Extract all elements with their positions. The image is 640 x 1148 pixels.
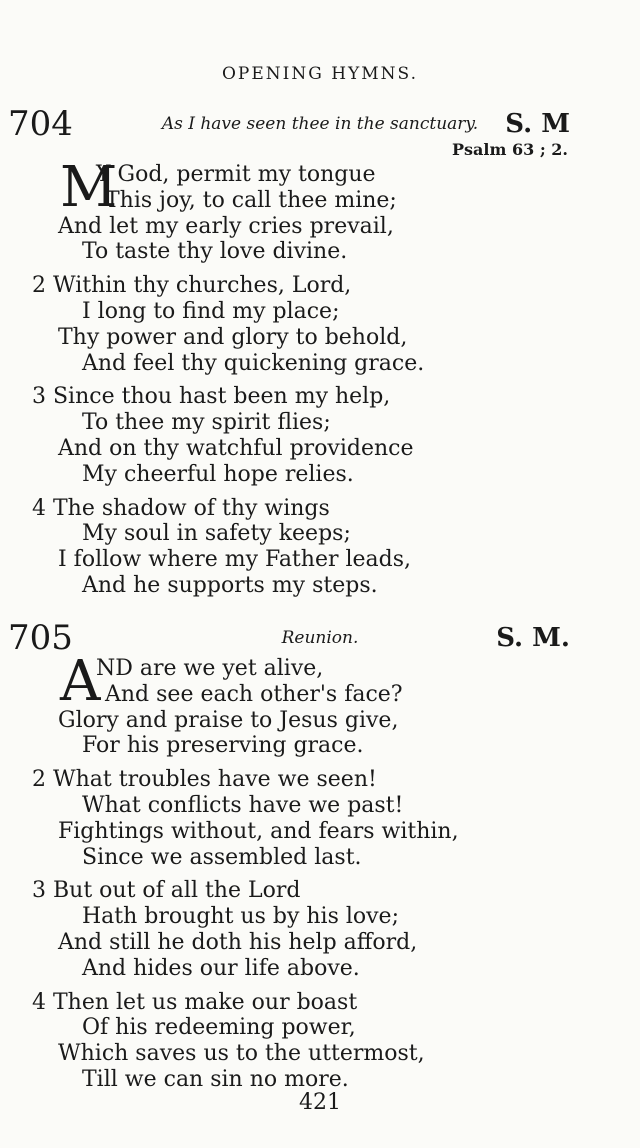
stanza [0,649,640,759]
verse-line: Which saves us to the uttermost, [58,1041,425,1067]
page-number: 421 [299,1090,341,1115]
verse-line: My soul in safety keeps; [82,521,351,547]
verse-line: What conflicts have we past! [82,792,404,818]
hymn-number: 705 [8,618,73,658]
hymn-title: As I have seen thee in the sanctuary. [161,114,479,134]
hymn-meter: S. M. [496,623,570,653]
hymn-header-704 [0,104,640,159]
verse-line: 4 Then let us make our boast [32,989,358,1015]
verse-line: And on thy watchful providence [58,435,414,461]
verse-line: 3 But out of all the Lord [32,878,301,904]
verse-line: Fightings without, and fears within, [58,818,459,844]
verse-line: Till we can sin no more. [82,1066,349,1092]
stanza [0,273,640,376]
verse-line: This joy, to call thee mine; [105,187,397,213]
stanza [0,155,640,265]
stanza [0,496,640,599]
verse-line: 2 Within thy churches, Lord, [32,273,352,299]
verse-line: Of his redeeming power, [82,1015,356,1041]
verse-line: And feel thy quickening grace. [82,350,425,376]
verse-line: Hath brought us by his love; [82,904,399,930]
section-title: OPENING HYMNS. [221,64,418,84]
stanza [0,878,640,981]
verse-line: Glory and praise to Jesus give, [58,707,399,733]
hymn-title: Reunion. [281,628,359,648]
stanza [0,990,640,1093]
verse-line: 2 What troubles have we seen! [32,767,377,793]
verse-line: And see each other's face? [105,681,403,707]
verse-line: And hides our life above. [82,955,360,981]
hymn-verses-704 [0,155,640,607]
verse-line: Y God, permit my tongue [96,162,376,187]
hymn-meter: S. M [505,109,570,139]
verse-line: And he supports my steps. [82,572,378,598]
verse-line: 3 Since thou hast been my help, [32,384,391,410]
drop-cap: A [60,649,101,714]
scripture-reference: Psalm 63 ; 2. [452,140,568,159]
verse-line: And still he doth his help afford, [58,929,418,955]
hymn-number: 704 [8,104,73,144]
hymn-verses-705 [0,649,640,1101]
stanza [0,767,640,870]
stanza [0,384,640,487]
verse-line: And let my early cries prevail, [58,213,394,239]
verse-line: For his preserving grace. [82,733,364,759]
verse-line: Thy power and glory to behold, [58,324,408,350]
drop-cap: M [60,155,118,220]
verse-line: My cheerful hope relies. [82,461,354,487]
verse-line: 4 The shadow of thy wings [32,495,330,521]
verse-line: I follow where my Father leads, [58,547,412,573]
verse-line: To thee my spirit flies; [82,410,331,436]
verse-line: ND are we yet alive, [96,656,324,681]
verse-line: I long to find my place; [82,298,340,324]
verse-line: To taste thy love divine. [82,239,348,265]
verse-line: Since we assembled last. [82,844,362,870]
